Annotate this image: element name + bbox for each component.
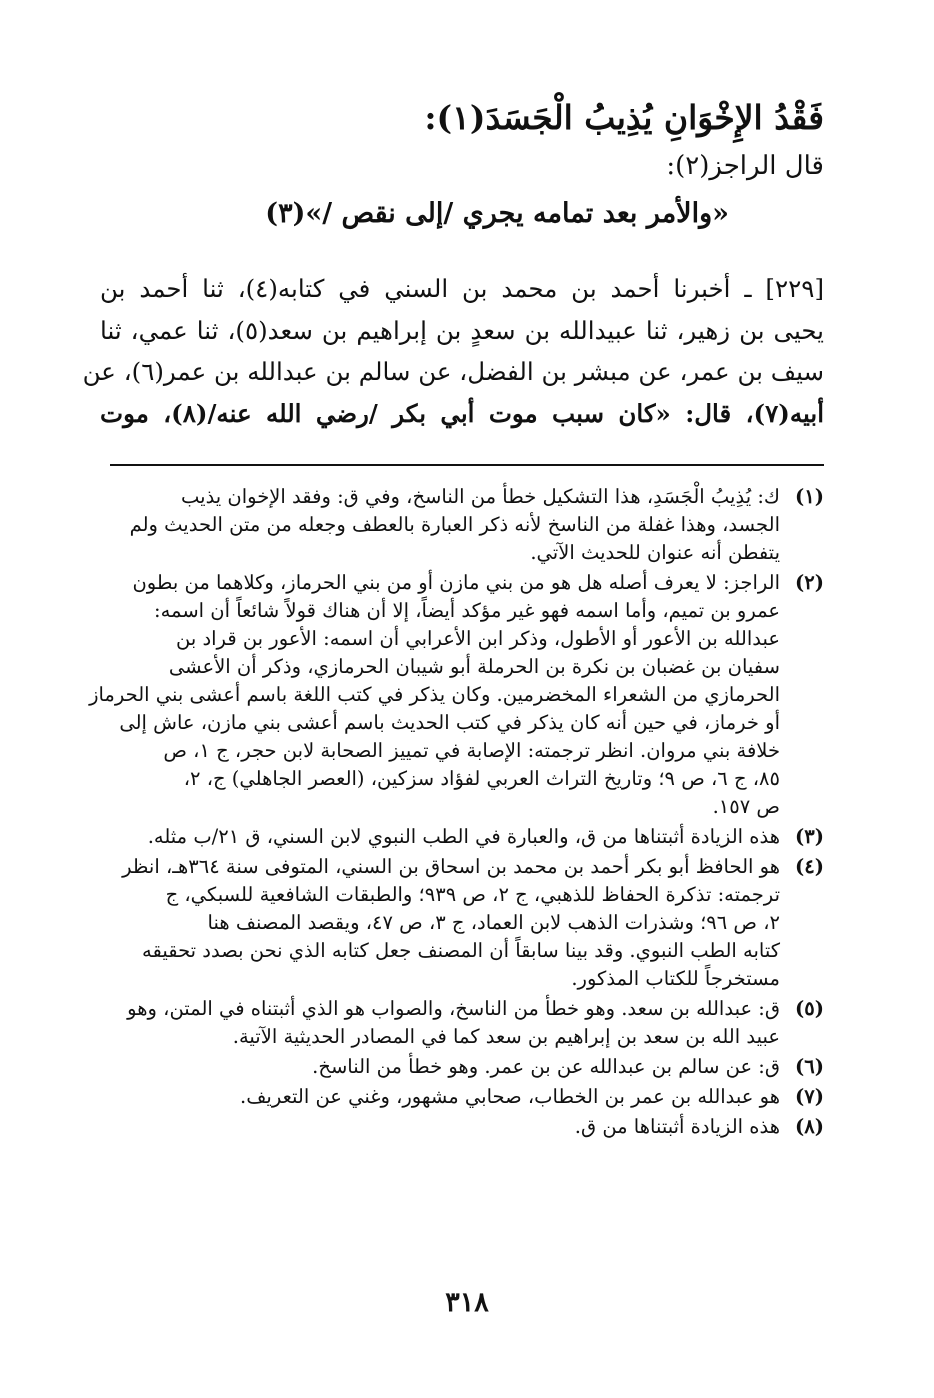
main-text-line: أبيه(٧)، قال: «كان سبب موت أبي بكر /رضي الله عنه/(٨)، موت xyxy=(100,398,825,428)
footnote-text xyxy=(100,1083,780,1111)
footnote-line: عبيد الله بن سعد بن إبراهيم بن سعد كما في المصادر الحديثية الآتية. xyxy=(232,1025,780,1048)
main-text-line: يحيى بن زهير، ثنا عبيدالله بن سعدٍ بن إبراهيم بن سعد(٥)، ثنا عمي، ثنا xyxy=(100,315,824,345)
footnote-line: ق: عن سالم بن عبدالله عن بن عمر. وهو خطأ من الناسخ. xyxy=(312,1055,780,1078)
main-text-line: [٢٢٩] ـ أخبرنا أحمد بن محمد بن السني في كتابه(٤)، ثنا أحمد بن xyxy=(100,274,824,303)
footnote-line: ك: يُذِيبُ الْجَسَدِ، هذا التشكيل خطأ من الناسخ، وفي ق: وفقد الإخوان يذيب xyxy=(181,485,780,508)
footnote xyxy=(100,1083,824,1111)
footnote-line: عمرو بن تميم، وأما اسمه فهو غير مؤكد أيضاً، إلا أن هناك قولاً شائعاً أن اسمه: xyxy=(154,599,780,622)
footnote-line: الحرمازي من الشعراء المخضرمين. وكان يذكر في كتب اللغة باسم أعشى بني الحرماز xyxy=(89,683,780,706)
footnote-number: (٦) xyxy=(795,1055,824,1078)
footnote-number: (٢) xyxy=(795,571,824,594)
footnote-number: (١) xyxy=(795,485,824,508)
footnote-text xyxy=(100,995,780,1051)
footnote-separator xyxy=(110,464,824,466)
footnote-text xyxy=(89,569,780,821)
footnote-number: (٧) xyxy=(795,1085,824,1108)
footnote xyxy=(100,1053,824,1081)
footnote-line: سفيان بن غضبان بن نكرة بن الحرملة أبو شيبان الحرمازي، وذكر أن الأعشى xyxy=(168,655,780,678)
footnote-number: (٣) xyxy=(795,825,824,848)
footnote xyxy=(100,853,824,993)
footnote-line: ٨٥، ج ٦، ص ٩؛ وتاريخ التراث العربي لفؤاد سزكين، (العصر الجاهلي) ج، ٢، xyxy=(183,767,780,790)
footnote-line: مستخرجاً للكتاب المذكور. xyxy=(571,967,780,990)
footnote-line: ق: عبدالله بن سعد. وهو خطأ من الناسخ، والصواب هو الذي أثبتناه في المتن، وهو xyxy=(127,997,780,1020)
footnote xyxy=(100,995,824,1051)
footnote-line: الجسد، وهذا غفلة من الناسخ لأنه ذكر العبارة بالعطف وجعله من متن الحديث ولم xyxy=(129,513,780,536)
poet-attribution: قال الراجز(٢): xyxy=(666,151,824,181)
footnote-line: يتفطن أنه عنوان للحديث الآتي. xyxy=(530,541,780,564)
section-heading: فَقْدُ الإِخْوَانِ يُذِيبُ الْجَسَدَ(١): xyxy=(424,98,824,137)
footnote-line: هذه الزيادة أثبتناها من ق، والعبارة في الطب النبوي لابن السني، ق ٢١/ب مثله. xyxy=(147,825,780,848)
footnote-text xyxy=(100,483,780,567)
verse-line: «والأمر بعد تمامه يجري /إلى نقص /»(٣) xyxy=(265,198,729,229)
footnote-line: هو الحافظ أبو بكر أحمد بن محمد بن اسحاق بن السني، المتوفى سنة ٣٦٤هـ، انظر xyxy=(122,855,780,878)
footnote-line: أو خرماز، في حين أنه كان يذكر في كتب الحديث باسم أعشى بني مازن، عاش إلى xyxy=(119,711,780,734)
footnote xyxy=(100,1113,824,1141)
footnotes xyxy=(89,483,824,1143)
footnote-line: ترجمته: تذكرة الحفاظ للذهبي، ج ٢، ص ٩٣٩؛ والطبقات الشافعية للسبكي، ج xyxy=(165,883,780,906)
footnote-line: هو عبدالله بن عمر بن الخطاب، صحابي مشهور، وغني عن التعريف. xyxy=(240,1085,780,1108)
footnote-line: ٢، ص ٩٦؛ وشذرات الذهب لابن العماد، ج ٣، ص ٤٧، ويقصد المصنف هنا xyxy=(207,911,780,934)
footnote xyxy=(89,569,824,821)
footnote xyxy=(100,823,824,851)
footnote-text xyxy=(100,1113,780,1141)
main-text-line: سيف بن عمر، عن مبشر بن الفضل، عن سالم بن عبدالله بن عمر(٦)، عن xyxy=(82,357,824,386)
footnote-line: خلافة بني مروان. انظر ترجمته: الإصابة في تمييز الصحابة لابن حجر، ج ١، ص xyxy=(163,739,780,762)
main-text xyxy=(82,268,825,434)
footnote-line: عبدالله بن الأعور أو الأطول، وذكر ابن الأعرابي أن اسمه: الأعور بن قراد بن xyxy=(175,627,780,650)
footnote-text xyxy=(100,823,780,851)
footnote-line: هذه الزيادة أثبتناها من ق. xyxy=(574,1115,780,1138)
footnote-text xyxy=(100,1053,780,1081)
footnote xyxy=(100,483,824,567)
footnote-number: (٤) xyxy=(795,855,824,878)
footnote-number: (٥) xyxy=(795,997,824,1020)
footnote-number: (٨) xyxy=(795,1115,824,1138)
footnote-line: كتابه الطب النبوي. وقد بينا سابقاً أن المصنف جعل كتابه الذي نحن بصدد تحقيقه xyxy=(142,939,780,962)
page-number: ٣١٨ xyxy=(445,1287,489,1318)
footnote-line: الراجز: لا يعرف أصله هل هو من بني مازن أو من بني الحرماز، وكلاهما من بطون xyxy=(132,571,780,594)
footnote-text xyxy=(100,853,780,993)
footnote-line: ص ١٥٧. xyxy=(712,795,780,818)
